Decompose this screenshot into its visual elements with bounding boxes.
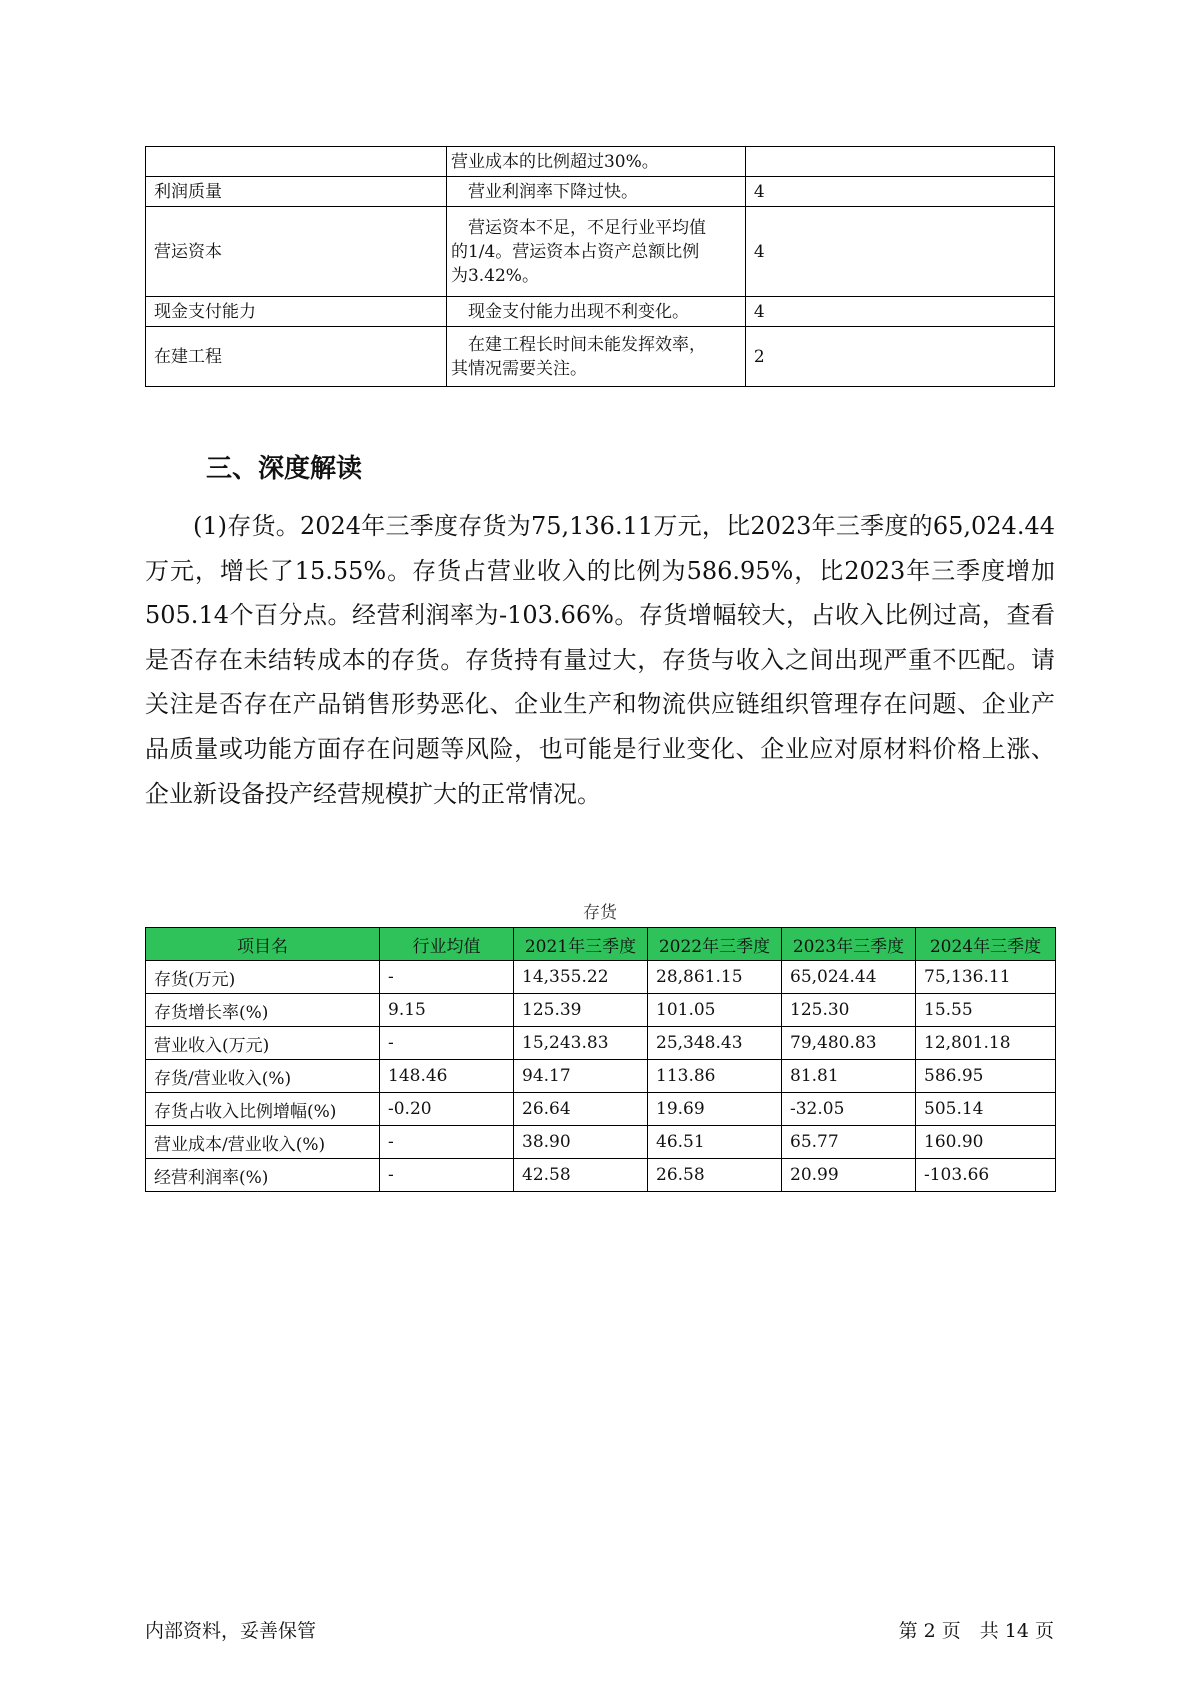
risk-item-cell: 营运资本 (146, 207, 447, 297)
value-cell: 505.14 (916, 1093, 1056, 1126)
table-row (146, 1027, 1056, 1060)
row-label-cell: 存货增长率(%) (146, 994, 380, 1027)
row-label-cell: 经营利润率(%) (146, 1159, 380, 1192)
risk-description-line: 营业利润率下降过快。 (450, 181, 638, 202)
value-cell: 125.30 (782, 994, 916, 1027)
row-label-cell: 存货(万元) (146, 961, 380, 994)
risk-description-cell (446, 177, 745, 207)
table-row (146, 1093, 1056, 1126)
value-cell: -32.05 (782, 1093, 916, 1126)
value-cell: 65.77 (782, 1126, 916, 1159)
risk-row (146, 207, 1055, 297)
value-cell: 148.46 (380, 1060, 514, 1093)
header-cell: 项目名 (146, 928, 380, 961)
header-cell: 2024年三季度 (916, 928, 1056, 961)
value-cell: 75,136.11 (916, 961, 1056, 994)
value-cell: 94.17 (514, 1060, 648, 1093)
value-cell: 9.15 (380, 994, 514, 1027)
header-cell: 2022年三季度 (648, 928, 782, 961)
risk-row (146, 297, 1055, 327)
value-cell: 113.86 (648, 1060, 782, 1093)
risk-row (146, 327, 1055, 387)
value-cell: 15,243.83 (514, 1027, 648, 1060)
risk-score-cell: 4 (745, 297, 1054, 327)
value-cell: 586.95 (916, 1060, 1056, 1093)
table-row (146, 1159, 1056, 1192)
header-row (146, 928, 1056, 961)
table-row (146, 961, 1056, 994)
value-cell: 25,348.43 (648, 1027, 782, 1060)
row-label-cell: 营业收入(万元) (146, 1027, 380, 1060)
value-cell: 26.58 (648, 1159, 782, 1192)
table-caption: 存货 (583, 903, 617, 923)
table-row (146, 994, 1056, 1027)
table-row (146, 1126, 1056, 1159)
risk-indicator-table (145, 146, 1055, 387)
risk-item-cell: 现金支付能力 (146, 297, 447, 327)
value-cell: 42.58 (514, 1159, 648, 1192)
risk-description-cell (446, 327, 745, 387)
value-cell: 160.90 (916, 1126, 1056, 1159)
risk-description-cell (446, 147, 745, 177)
value-cell: 38.90 (514, 1126, 648, 1159)
value-cell: 46.51 (648, 1126, 782, 1159)
value-cell: -0.20 (380, 1093, 514, 1126)
risk-description-cell (446, 207, 745, 297)
value-cell: - (380, 961, 514, 994)
value-cell: - (380, 1027, 514, 1060)
value-cell: 28,861.15 (648, 961, 782, 994)
value-cell: 79,480.83 (782, 1027, 916, 1060)
header-cell: 行业均值 (380, 928, 514, 961)
risk-description-cell (446, 297, 745, 327)
risk-row (146, 147, 1055, 177)
value-cell: 26.64 (514, 1093, 648, 1126)
row-label-cell: 存货占收入比例增幅(%) (146, 1093, 380, 1126)
value-cell: 12,801.18 (916, 1027, 1056, 1060)
risk-score-cell: 4 (745, 177, 1054, 207)
value-cell: 65,024.44 (782, 961, 916, 994)
footer-page-number: 第 2 页 共 14 页 (898, 1620, 1054, 1642)
inventory-analysis-paragraph: (1)存货。2024年三季度存货为75,136.11万元，比2023年三季度的65,024.44万元，增长了15.55%。存货占营业收入的比例为586.95%，比2023年三季度增加505.14个百分点。经营利润率为-103.66%。存货增幅较大，占收入比例过高，查看是否存在未结转成本的存货。存货持有量过大，存货与收入之间出现严重不匹配。请关注是否存在产品销售形势恶化、企业生产和物流供应链组织管理存在问题、企业产品质量或功能方面存在问题等风险，也可能是行业变化、企业应对原材料价格上涨、企业新设备投产经营规模扩大的正常情况。 (145, 512, 1055, 808)
risk-score-cell (745, 147, 1054, 177)
value-cell: - (380, 1159, 514, 1192)
value-cell: -103.66 (916, 1159, 1056, 1192)
risk-score-cell: 4 (745, 207, 1054, 297)
risk-description-line: 的1/4。营运资本占资产总额比例 (450, 241, 700, 262)
footer-confidential-note: 内部资料，妥善保管 (145, 1620, 317, 1642)
inventory-table-body (146, 961, 1056, 1192)
risk-description-line: 营运资本不足，不足行业平均值 (450, 217, 706, 238)
inventory-table-header (146, 928, 1056, 961)
risk-item-cell: 利润质量 (146, 177, 447, 207)
risk-row (146, 177, 1055, 207)
value-cell: 101.05 (648, 994, 782, 1027)
value-cell: 125.39 (514, 994, 648, 1027)
section-heading: 三、深度解读 (206, 454, 363, 484)
value-cell: 81.81 (782, 1060, 916, 1093)
value-cell: 15.55 (916, 994, 1056, 1027)
row-label-cell: 存货/营业收入(%) (146, 1060, 380, 1093)
risk-item-cell (146, 147, 447, 177)
value-cell: 20.99 (782, 1159, 916, 1192)
risk-item-cell: 在建工程 (146, 327, 447, 387)
risk-table-body (146, 147, 1055, 387)
inventory-table (145, 927, 1056, 1192)
row-label-cell: 营业成本/营业收入(%) (146, 1126, 380, 1159)
header-cell: 2023年三季度 (782, 928, 916, 961)
value-cell: 19.69 (648, 1093, 782, 1126)
header-cell: 2021年三季度 (514, 928, 648, 961)
risk-description-line: 在建工程长时间未能发挥效率， (450, 334, 706, 355)
value-cell: 14,355.22 (514, 961, 648, 994)
risk-description-line: 现金支付能力出现不利变化。 (450, 301, 689, 322)
table-row (146, 1060, 1056, 1093)
risk-score-cell: 2 (745, 327, 1054, 387)
risk-description-line: 其情况需要关注。 (450, 358, 587, 379)
risk-description-line: 营业成本的比例超过30%。 (450, 151, 659, 172)
risk-description-line: 为3.42%。 (450, 265, 539, 286)
value-cell: - (380, 1126, 514, 1159)
